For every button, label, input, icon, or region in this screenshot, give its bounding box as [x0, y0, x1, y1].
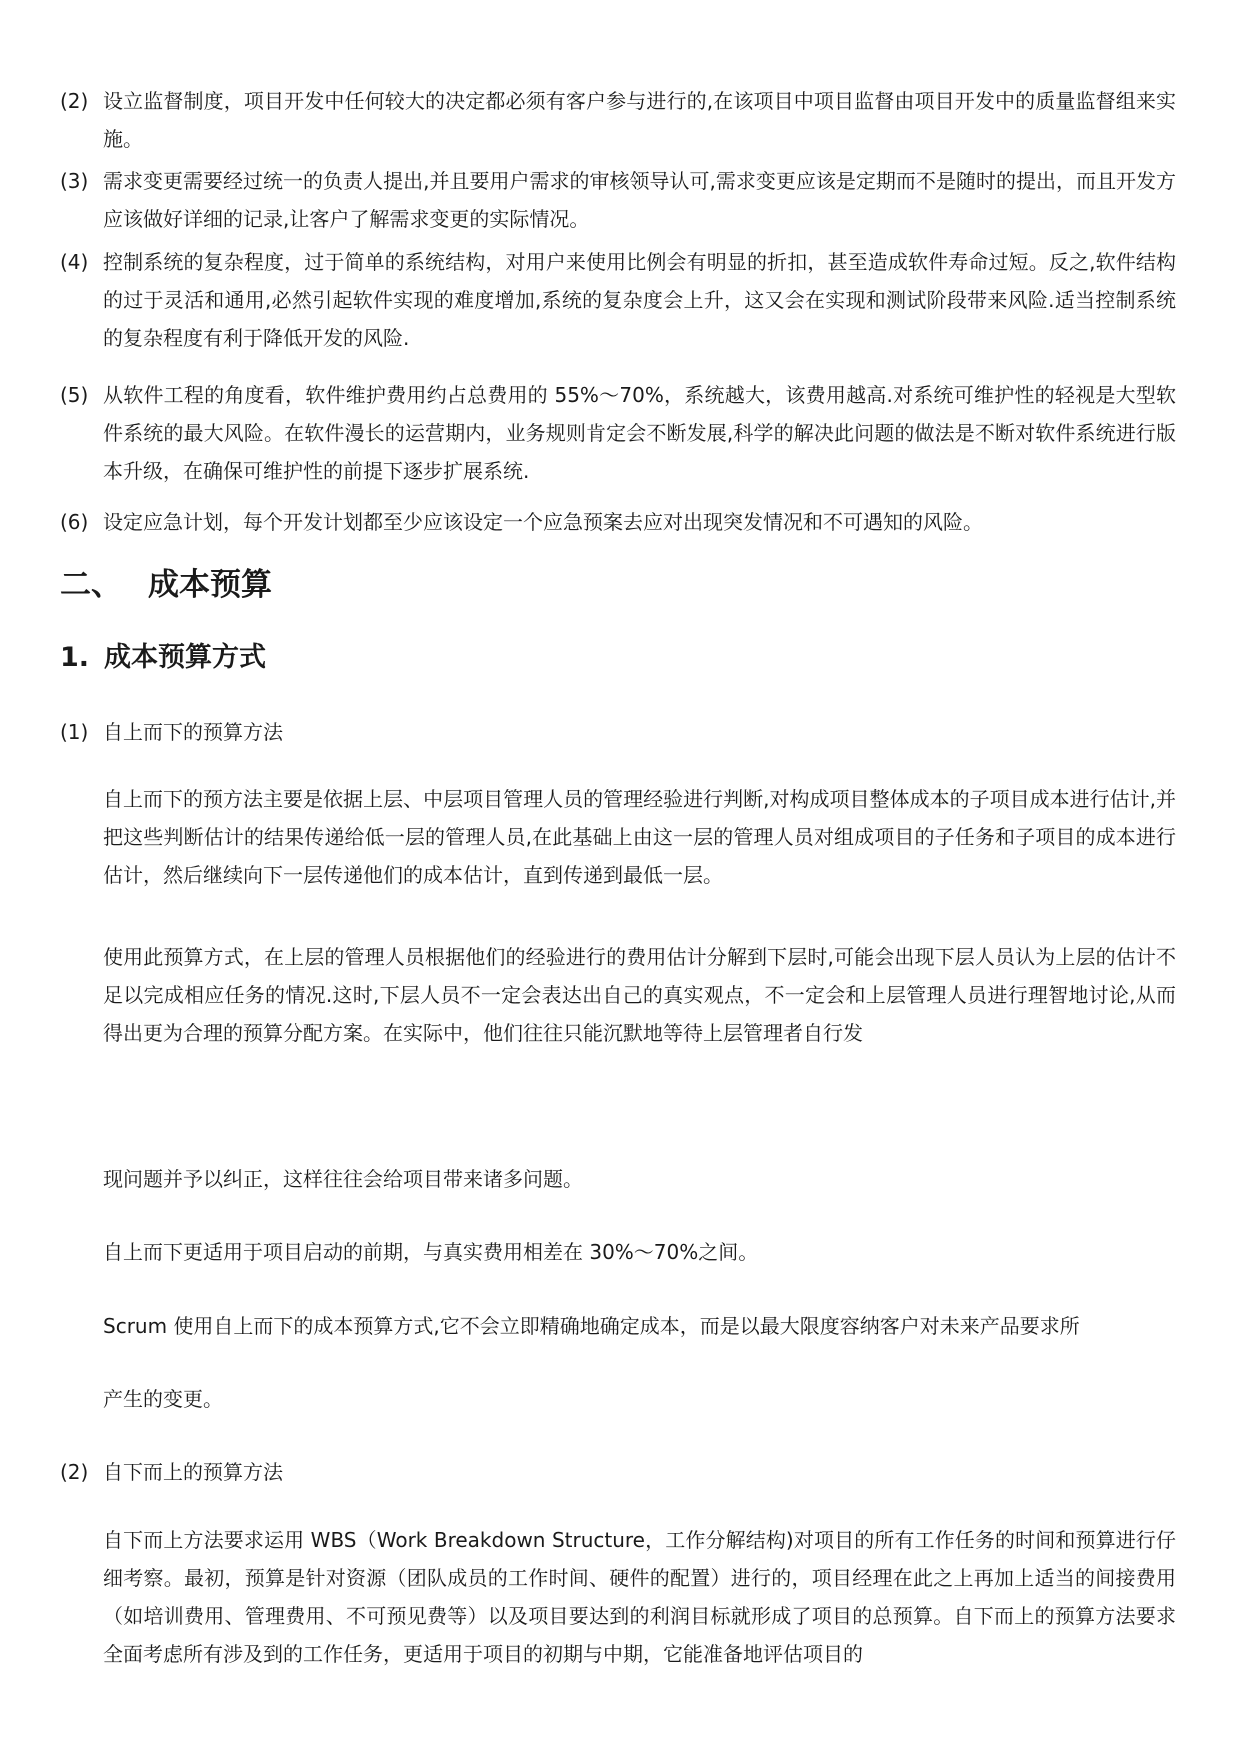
paragraph-scrum-line1: Scrum 使用自上而下的成本预算方式,它不会立即精确地确定成本，而是以最大限度容纳客户对未来产品要求所	[103, 1314, 1080, 1338]
paragraph-bottom-up-description: 自下而上方法要求运用 WBS（Work Breakdown Structure，工作分解结构)对项目的所有工作任务的时间和预算进行仔细考察。最初，预算是针对资源（团队成员的工作时间、硬件的配置）进行的，项目经理在此之上再加上适当的间接费用（如培训费用、管理费用、不可预见费等）以及项目要达到的利润目标就形成了项目的总预算。自下而上的预算方法要求全面考虑所有涉及到的工作任务，更适用于项目的初期与中期，它能准备地评估项目的	[103, 1528, 1176, 1666]
subsection-number: 1.	[60, 642, 90, 673]
method-heading-bottom-up	[60, 1455, 283, 1489]
method-number: (2)	[60, 1460, 89, 1484]
subsection-heading	[60, 640, 266, 676]
section-heading	[60, 565, 272, 605]
list-text: 控制系统的复杂程度，过于简单的系统结构，对用户来使用比例会有明显的折扣，甚至造成软件寿命过短。反之,软件结构的过于灵活和通用,必然引起软件实现的难度增加,系统的复杂度会上升，这又会在实现和测试阶段带来风险.适当控制系统的复杂程度有利于降低开发的风险.	[103, 250, 1176, 350]
list-number: (4)	[60, 250, 89, 274]
list-text: 设定应急计划，每个开发计划都至少应该设定一个应急预案去应对出现突发情况和不可遇知的风险。	[103, 510, 983, 534]
list-number: (5)	[60, 383, 89, 407]
method-title: 自下而上的预算方法	[103, 1460, 283, 1484]
method-heading-top-down	[60, 715, 283, 749]
section-title: 成本预算	[148, 567, 272, 603]
risk-item-3	[60, 162, 1176, 238]
paragraph-top-down-description: 自上而下的预方法主要是依据上层、中层项目管理人员的管理经验进行判断,对构成项目整体成本的子项目成本进行估计,并把这些判断估计的结果传递给低一层的管理人员,在此基础上由这一层的管理人员对组成项目的子任务和子项目的成本进行估计，然后继续向下一层传递他们的成本估计，直到传递到最低一层。	[103, 787, 1176, 887]
list-text: 设立监督制度，项目开发中任何较大的决定都必须有客户参与进行的,在该项目中项目监督由项目开发中的质量监督组来实施。	[103, 89, 1176, 151]
risk-item-2	[60, 82, 1176, 158]
method-title: 自上而下的预算方法	[103, 720, 283, 744]
risk-item-4	[60, 243, 1176, 357]
paragraph-top-down-issues: 使用此预算方式，在上层的管理人员根据他们的经验进行的费用估计分解到下层时,可能会出现下层人员认为上层的估计不足以完成相应任务的情况.这时,下层人员不一定会表达出自己的真实观点，不一定会和上层管理人员进行理智地讨论,从而得出更为合理的预算分配方案。在实际中，他们往往只能沉默地等待上层管理者自行发	[103, 945, 1176, 1045]
list-number: (3)	[60, 169, 89, 193]
risk-item-6	[60, 503, 1176, 541]
section-number: 二、	[60, 567, 122, 603]
list-text: 需求变更需要经过统一的负责人提出,并且要用户需求的审核领导认可,需求变更应该是定期而不是随时的提出，而且开发方应该做好详细的记录,让客户了解需求变更的实际情况。	[103, 169, 1176, 231]
paragraph-continuation: 现问题并予以纠正，这样往往会给项目带来诸多问题。	[103, 1167, 583, 1191]
subsection-title: 成本预算方式	[104, 642, 266, 673]
list-text: 从软件工程的角度看，软件维护费用约占总费用的 55%～70%，系统越大，该费用越高.对系统可维护性的轻视是大型软件系统的最大风险。在软件漫长的运营期内，业务规则肯定会不断发展,科学的解决此问题的做法是不断对软件系统进行版本升级，在确保可维护性的前提下逐步扩展系统.	[103, 383, 1176, 483]
method-number: (1)	[60, 720, 89, 744]
risk-item-5	[60, 376, 1176, 490]
list-number: (6)	[60, 510, 89, 534]
paragraph-scrum-line2: 产生的变更。	[103, 1387, 223, 1411]
list-number: (2)	[60, 89, 89, 113]
paragraph-range-note: 自上而下更适用于项目启动的前期，与真实费用相差在 30%～70%之间。	[103, 1240, 759, 1264]
